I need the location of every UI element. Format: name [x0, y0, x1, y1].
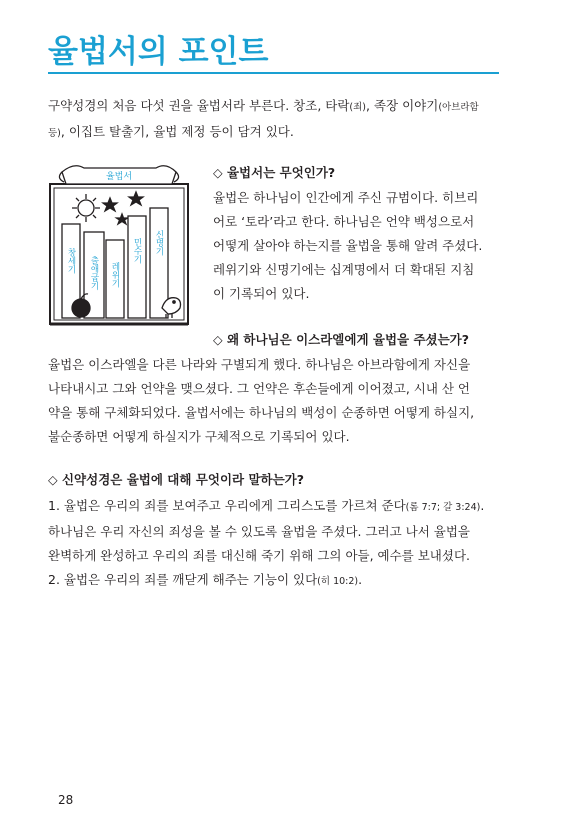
- book-genesis: 창세기: [66, 248, 76, 274]
- question-1-heading: [213, 163, 335, 181]
- answer-1-line: 율법은 하나님이 인간에게 주신 규범이다. 히브리: [213, 190, 479, 205]
- intro-text: , 족장 이야기: [366, 98, 439, 113]
- answer-3-text: 1. 율법은 우리의 죄를 보여주고 우리에게 그리스도를 가르쳐 준다: [48, 498, 406, 513]
- answer-3-text: .: [480, 498, 485, 513]
- intro-line-1: [48, 94, 500, 120]
- intro-note: (죄): [349, 102, 367, 113]
- answer-3-line: [48, 494, 503, 520]
- answer-3-line: [48, 568, 503, 594]
- scripture-reference: (롬 7:7; 갈 3:24): [405, 502, 481, 513]
- question-1-title: 율법서는 무엇인가?: [226, 165, 336, 180]
- intro-text: , 이집트 탈출기, 율법 제정 등이 담겨 있다.: [60, 124, 294, 139]
- answer-3: [48, 494, 503, 594]
- page-number: 28: [58, 793, 74, 807]
- banner-label: 율법서: [105, 172, 133, 182]
- title-divider: [48, 72, 499, 74]
- book-deuteronomy: 신명기: [154, 230, 164, 256]
- answer-2-line: 불순종하면 어떻게 하실지가 구체적으로 기록되어 있다.: [48, 429, 350, 444]
- question-2-heading: [213, 330, 469, 348]
- answer-3-text: 2. 율법은 우리의 죄를 깨닫게 해주는 기능이 있다: [48, 572, 318, 587]
- bookshelf-illustration: [44, 158, 194, 328]
- answer-2-line: 나타내시고 그와 언약을 맺으셨다. 그 언약은 후손들에게 이어졌고, 시내 산 언: [48, 381, 471, 396]
- book-leviticus: 레위기: [110, 262, 120, 288]
- answer-1-line: 이 기록되어 있다.: [213, 286, 310, 301]
- diamond-icon: ◇: [48, 472, 58, 487]
- answer-1-line: 레위기와 신명기에는 십계명에서 더 확대된 지침: [213, 262, 475, 277]
- question-2-title: 왜 하나님은 이스라엘에게 율법을 주셨는가?: [226, 332, 469, 347]
- answer-3-text: .: [358, 572, 363, 587]
- answer-3-line: 하나님은 우리 자신의 죄성을 볼 수 있도록 율법을 주셨다. 그러고 나서 율법을: [48, 524, 471, 539]
- intro-note: (아브라함: [438, 102, 479, 113]
- answer-2-line: 약을 통해 구체화되었다. 율법서에는 하나님의 백성이 순종하면 어떻게 하실지,: [48, 405, 475, 420]
- answer-1-line: 어로 ‘토라’라고 한다. 하나님은 언약 백성으로서: [213, 214, 475, 229]
- diamond-icon: ◇: [213, 332, 223, 347]
- answer-2-line: 율법은 이스라엘을 다른 나라와 구별되게 했다. 하나님은 아브라함에게 자신을: [48, 357, 471, 372]
- intro-paragraph: [48, 94, 500, 146]
- intro-text: 구약성경의 처음 다섯 권을 율법서라 부른다. 창조, 타락: [48, 98, 350, 113]
- intro-note: 등): [48, 128, 61, 139]
- answer-1-line: 어떻게 살아야 하는지를 율법을 통해 알려 주셨다.: [213, 238, 483, 253]
- scripture-reference: (히 10:2): [317, 576, 359, 587]
- answer-2: [48, 353, 503, 449]
- book-numbers: 민수기: [132, 238, 142, 264]
- book-exodus: 출애굽기: [89, 256, 99, 290]
- answer-3-line: 완벽하게 완성하고 우리의 죄를 대신해 죽기 위해 그의 아들, 예수를 보내셨다.: [48, 548, 471, 563]
- page-title: 율법서의 포인트: [48, 34, 269, 70]
- answer-1: [213, 186, 503, 306]
- question-3-heading: [48, 470, 304, 488]
- question-3-title: 신약성경은 율법에 대해 무엇이라 말하는가?: [61, 472, 304, 487]
- intro-line-2: [48, 120, 500, 146]
- diamond-icon: ◇: [213, 165, 223, 180]
